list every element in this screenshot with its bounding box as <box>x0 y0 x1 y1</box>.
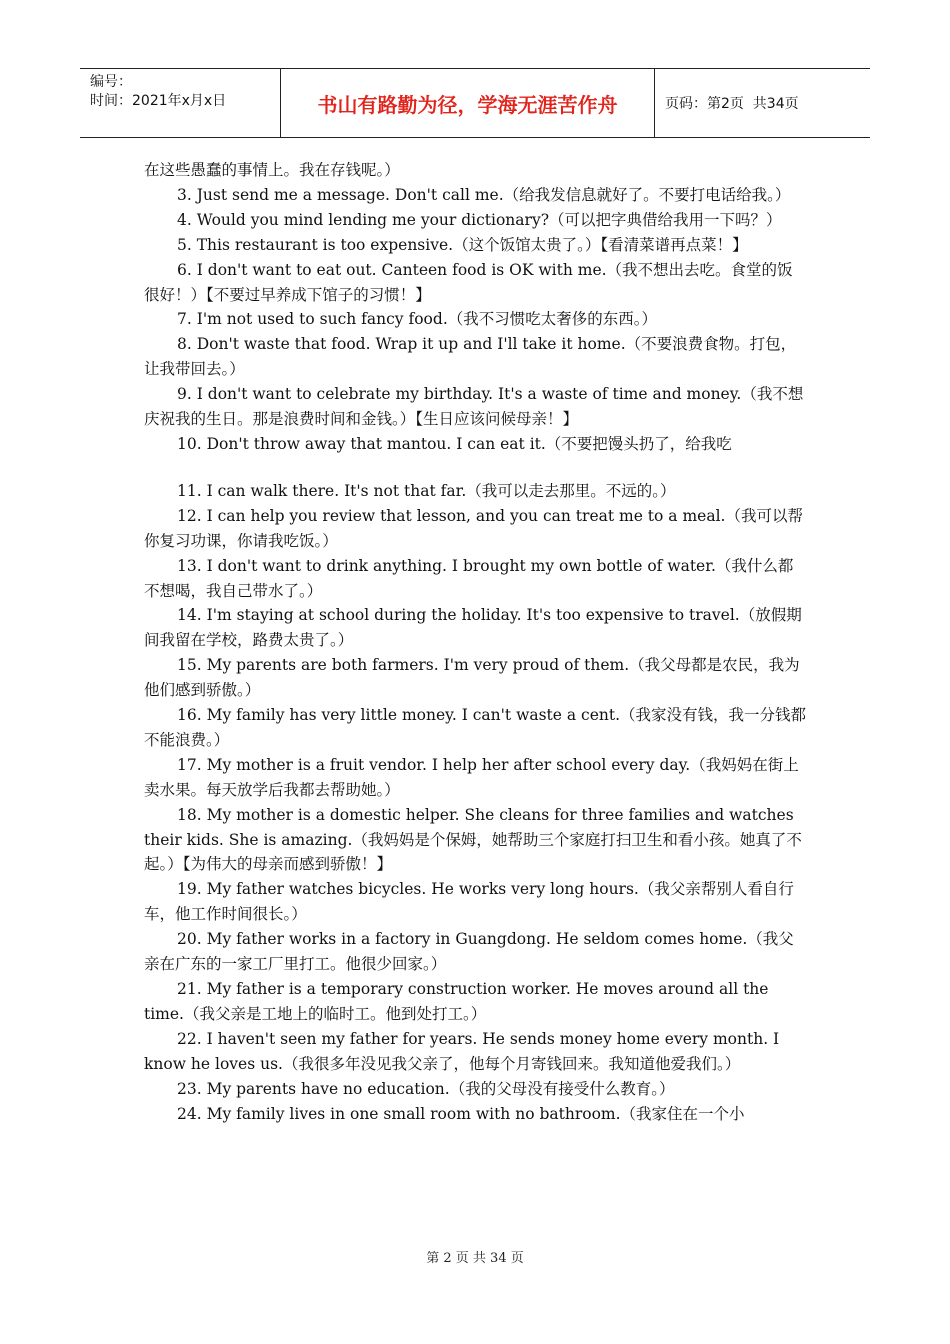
time-label: 时间：2021年x月x日 <box>90 93 227 109</box>
body-line: 14. I'm staying at school during the holiday. It's too expensive to travel.（放假期间我留在学校，路费太贵了。） <box>144 606 802 650</box>
body-line: 5. This restaurant is too expensive.（这个饭馆太贵了。）【看清菜谱再点菜！】 <box>177 235 748 254</box>
body-line: 17. My mother is a fruit vendor. I help her after school every day.（我妈妈在街上卖水果。每天放学后我都去帮助她。） <box>144 755 799 799</box>
body-line: 10. Don't throw away that mantou. I can eat it.（不要把馒头扔了，给我吃 <box>177 434 732 453</box>
paragraph-gap <box>144 457 808 479</box>
body-line: 18. My mother is a domestic helper. She cleans for three families and watches their kids. She is amazing.（我妈妈是个保姆，她帮助三个家庭打扫卫生和看小孩。她真了不起。）【为伟大的母亲而感到骄傲！】 <box>144 805 802 874</box>
document-header <box>80 68 870 138</box>
body-line: 20. My father works in a factory in Guangdong. He seldom comes home.（我父亲在广东的一家工厂里打工。他很少回家。） <box>144 930 794 974</box>
body-line: 23. My parents have no education.（我的父母没有接受什么教育。） <box>177 1079 675 1098</box>
body-line: 11. I can walk there. It's not that far.（我可以走去那里。不远的。） <box>177 481 676 500</box>
body-line: 16. My family has very little money. I can't waste a cent.（我家没有钱，我一分钱都不能浪费。） <box>144 706 807 749</box>
body-line: 8. Don't waste that food. Wrap it up and I'll take it home.（不要浪费食物。打包，让我带回去。） <box>144 335 797 379</box>
document-body <box>144 158 808 1126</box>
body-line: 9. I don't want to celebrate my birthday. It's a waste of time and money.（我不想庆祝我的生日。那是浪费时间和金钱。）【生日应该问候母亲！】 <box>144 385 804 429</box>
header-page-number: 页码：第2页 共34页 <box>665 96 799 112</box>
page-footer: 第 2 页 共 34 页 <box>426 1251 524 1266</box>
header-meta <box>80 69 281 137</box>
body-line: 7. I'm not used to such fancy food.（我不习惯吃太奢侈的东西。） <box>177 310 657 329</box>
body-line: 19. My father watches bicycles. He works very long hours.（我父亲帮别人看自行车，他工作时间很长。） <box>144 880 794 924</box>
body-line: 24. My family lives in one small room with no bathroom.（我家住在一个小 <box>177 1104 745 1123</box>
body-line: 12. I can help you review that lesson, and you can treat me to a meal.（我可以帮你复习功课，你请我吃饭。） <box>144 506 803 550</box>
header-motto: 书山有路勤为径，学海无涯苦作舟 <box>281 69 655 137</box>
body-line: 3. Just send me a message. Don't call me.（给我发信息就好了。不要打电话给我。） <box>177 185 791 204</box>
body-line: 21. My father is a temporary construction worker. He moves around all the time.（我父亲是工地上的临时工。他到处打工。） <box>144 980 769 1023</box>
body-line: 22. I haven't seen my father for years. He sends money home every month. I know he loves us.（我很多年没见我父亲了，他每个月寄钱回来。我知道他爱我们。） <box>144 1029 780 1073</box>
code-label: 编号： <box>90 74 132 90</box>
body-line: 15. My parents are both farmers. I'm very proud of them.（我父母都是农民，我为他们感到骄傲。） <box>144 656 800 700</box>
body-line: 13. I don't want to drink anything. I brought my own bottle of water.（我什么都不想喝，我自己带水了。） <box>144 556 794 600</box>
body-line: 4. Would you mind lending me your dictionary?（可以把字典借给我用一下吗？） <box>177 210 782 229</box>
body-line: 在这些愚蠢的事情上。我在存钱呢。） <box>144 161 400 179</box>
body-line: 6. I don't want to eat out. Canteen food is OK with me.（我不想出去吃。食堂的饭很好！）【不要过早养成下馆子的习惯！】 <box>144 260 793 304</box>
